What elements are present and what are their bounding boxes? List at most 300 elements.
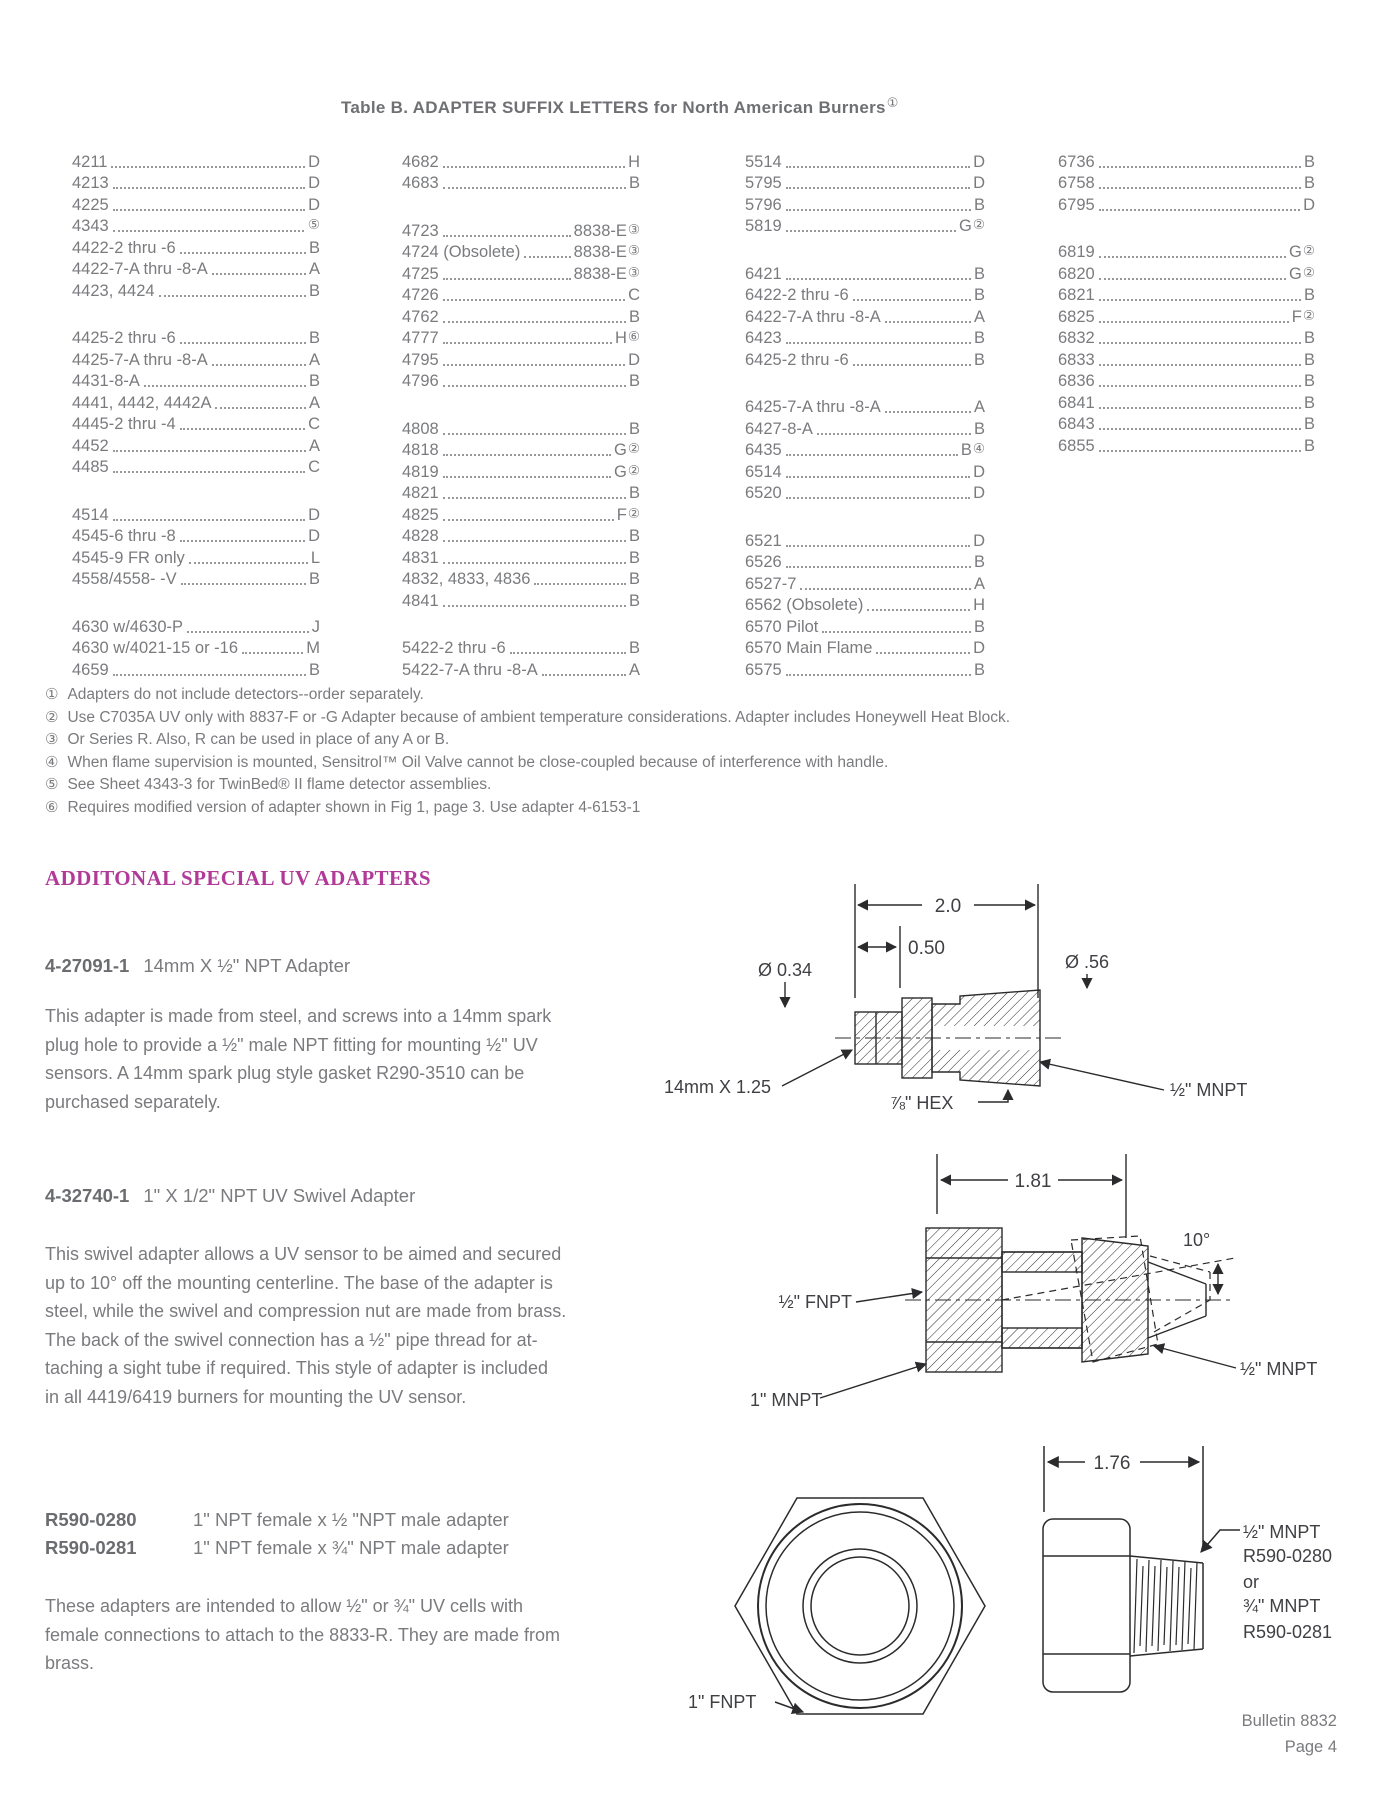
row-leader [180,428,305,430]
row-footnote-marker: ② [1302,307,1315,323]
d3-callout-line: ½" MNPT [1243,1522,1321,1542]
row-suffix: B [628,174,640,192]
row-suffix: D [308,152,320,171]
footnote-marker: ② [45,708,59,726]
row-suffix: B [973,286,985,304]
row-suffix: B [1303,350,1315,369]
table-row [745,193,985,215]
table-row [1058,348,1315,370]
row-model: 6570 Pilot [745,617,819,636]
footnotes-list [45,686,1225,822]
row-footnote-marker: ② [1302,243,1315,258]
row-suffix: 8838-E [573,221,627,240]
row-leader [1099,166,1301,168]
table-row [745,658,985,680]
table-row [402,439,640,461]
table-row [72,568,320,590]
row-leader [189,562,308,564]
row-model: 4423, 4424 [72,281,155,300]
row-model: 6819 [1058,243,1095,261]
row-suffix: B [973,350,985,369]
row-model: 4725 [402,264,439,283]
table-row [745,615,985,637]
row-suffix: A [628,660,640,679]
row-suffix: B [973,617,985,636]
row-model: 4726 [402,286,439,304]
row-suffix: B [628,307,640,326]
row-suffix: B [973,660,985,679]
table-row [745,215,985,237]
row-suffix: D [973,484,985,502]
row-suffix: B [628,419,640,438]
part-title: 1" X 1/2" NPT UV Swivel Adapter [143,1185,416,1206]
table-row [402,482,640,504]
table-row [402,658,640,680]
row-leader [867,609,970,611]
paragraph-line: This swivel adapter allows a UV sensor to be aimed and secured [45,1244,562,1264]
table-row [402,219,640,241]
row-suffix: B [628,591,640,610]
row-model: 4211 [72,152,108,171]
row-leader [443,385,626,387]
row-suffix: A [308,260,320,278]
table-row [72,413,320,435]
table-group [72,503,320,589]
table-row [745,305,985,327]
row-suffix: D [308,527,320,545]
row-leader [443,562,626,564]
d2-mnpt-large-label: 1" MNPT [750,1390,823,1410]
part-line-1 [45,955,350,977]
row-leader [443,235,571,237]
table-row [402,327,640,349]
row-model: 4825 [402,505,439,524]
table-group [72,327,320,478]
row-suffix: B [973,329,985,347]
table-row [402,150,640,172]
table-row [745,637,985,659]
row-suffix: B [308,329,320,347]
row-suffix: B [973,419,985,438]
table-row [402,503,640,525]
row-model: 6736 [1058,152,1095,171]
table-group [402,150,640,193]
table-row [745,348,985,370]
table-row [745,150,985,172]
table-row [745,529,985,551]
row-suffix: M [306,639,320,657]
row-model: 5795 [745,174,782,192]
d1-right-diameter-label: Ø .56 [1064,952,1110,972]
row-suffix: B [960,441,972,459]
table-row [72,150,320,172]
table-row [745,327,985,349]
table-group [72,150,320,301]
row-leader [885,321,971,323]
row-model: 5819 [745,217,782,235]
table-row [402,589,640,611]
row-footnote-marker: ③ [627,221,640,237]
row-suffix: C [628,286,640,304]
table-row [1058,305,1315,327]
row-suffix: B [628,484,640,502]
paragraph-line: plug hole to provide a ½" male NPT fitting for mounting ½" UV [45,1034,538,1055]
row-model: 4762 [402,307,439,326]
row-model: 4545-6 thru -8 [72,527,176,545]
table-row [745,172,985,194]
table-group [1058,241,1315,456]
row-footnote-marker: ② [627,505,640,521]
row-model: 4808 [402,419,439,438]
footnote [45,776,1225,799]
row-suffix: A [973,398,985,416]
part-desc: 1" NPT female x ½ "NPT male adapter [193,1509,509,1530]
d2-mnpt-small-label: ½" MNPT [1240,1359,1318,1379]
paragraph-line: in all 4419/6419 burners for mounting the UV sensor. [45,1386,467,1407]
d2-fnpt-label: ½" FNPT [778,1292,852,1312]
row-suffix: B [1303,415,1315,433]
row-suffix: D [308,174,320,192]
table-group [402,219,640,391]
row-leader [786,187,970,189]
table-row [72,279,320,301]
paragraph-line: brass. [45,1653,95,1673]
row-footnote-marker: ③ [627,264,640,280]
row-leader [853,364,971,366]
row-model: 6422-7-A thru -8-A [745,307,881,326]
row-suffix: 8838-E [573,264,627,283]
footnote-marker: ③ [45,731,59,749]
row-model: 4514 [72,505,109,524]
table-column-4 [1058,150,1315,456]
table-title-text: Table B. ADAPTER SUFFIX LETTERS for North American Burners [341,98,886,117]
row-model: 4225 [72,195,109,214]
row-leader [786,278,971,280]
table-row [745,460,985,482]
row-model: 5514 [745,152,782,171]
row-model: 4683 [402,174,439,192]
table-row [1058,284,1315,306]
row-suffix: D [308,195,320,214]
d1-left-diameter-label: Ø 0.34 [757,960,813,980]
row-leader [180,252,306,254]
footer-bulletin: Bulletin 8832 [1241,1712,1337,1730]
row-model: 4431-8-A [72,372,140,390]
row-leader [113,471,305,473]
footnote-text: Or Series R. Also, R can be used in place of any A or B. [67,731,450,749]
row-suffix: H [628,152,640,171]
table-row [72,546,320,568]
table-row [72,391,320,413]
row-model: 4343 [72,217,109,235]
table-title-footnote-marker: ① [886,95,899,110]
row-model: 4819 [402,462,439,481]
footnote-text: Requires modified version of adapter shown in Fig 1, page 3. Use adapter 4-6153-1 [67,798,641,816]
row-suffix: A [308,436,320,455]
row-leader [443,342,612,344]
row-model: 4445-2 thru -4 [72,415,176,433]
table-row [402,370,640,392]
row-suffix: B [973,553,985,571]
row-footnote-marker: ② [627,441,640,456]
row-leader [786,566,971,568]
part-line-4 [45,1534,509,1562]
d1-hex-label: ⅞" HEX [890,1093,954,1113]
row-leader [180,342,306,344]
row-suffix: F [1291,307,1302,326]
table-title [341,95,899,118]
row-leader [786,545,970,547]
row-footnote-marker: ④ [972,441,985,456]
part-line-3 [45,1506,509,1534]
table-group [745,150,985,236]
table-column-2 [402,150,640,680]
row-suffix: D [308,505,320,524]
table-group [745,262,985,370]
row-suffix: C [308,458,320,476]
table-row [745,594,985,616]
row-model: 4831 [402,548,439,567]
row-suffix: B [308,372,320,390]
row-footnote-marker: ② [1302,264,1315,280]
footnote-marker: ⑤ [45,776,59,794]
row-model: 4828 [402,527,439,545]
row-model: 6820 [1058,264,1095,283]
row-model: 4821 [402,484,439,502]
row-suffix: G [614,441,627,459]
table-row [72,215,320,237]
paragraph-line: female connections to attach to the 8833-R. They are made from [45,1624,560,1645]
row-model: 4841 [402,591,439,610]
row-leader [1099,342,1301,344]
row-model: 6855 [1058,436,1095,455]
row-suffix: D [973,462,985,481]
row-leader [786,476,970,478]
row-leader [786,342,971,344]
row-leader [159,295,306,297]
row-suffix: J [311,617,320,636]
row-leader [187,631,309,633]
table-group [745,529,985,680]
table-group [72,615,320,680]
table-row [1058,370,1315,392]
page-footer [1242,1708,1337,1760]
part-title: 14mm X ½" NPT Adapter [143,955,351,976]
part-desc: 1" NPT female x ¾" NPT male adapter [193,1537,509,1558]
table-group [745,396,985,504]
row-leader [443,497,626,499]
table-row [745,284,985,306]
row-model: 4425-2 thru -6 [72,329,176,347]
table-row [1058,413,1315,435]
row-footnote-marker: ⑥ [627,329,640,344]
row-leader [1099,407,1301,409]
footnote [45,731,1225,754]
footnote-marker: ① [45,686,59,703]
row-model: 6832 [1058,329,1095,347]
row-leader [534,583,626,585]
row-leader [524,256,570,258]
row-suffix: B [1303,393,1315,412]
row-footnote-marker: ⑤ [307,217,320,232]
row-suffix: B [308,238,320,257]
row-model: 6575 [745,660,782,679]
row-suffix: D [628,350,640,369]
row-leader [443,299,625,301]
d1-spark-plug-label: 14mm X 1.25 [664,1077,772,1097]
row-leader [113,187,305,189]
footnote-marker: ⑥ [45,798,59,816]
row-model: 4795 [402,350,439,369]
row-leader [786,230,956,232]
row-leader [1099,278,1286,280]
row-suffix: B [1303,372,1315,390]
row-suffix: A [308,350,320,369]
row-suffix: B [628,372,640,390]
table-row [72,525,320,547]
row-footnote-marker: ② [627,462,640,478]
row-model: 4659 [72,660,109,679]
row-model: 4832, 4833, 4836 [402,570,531,588]
row-leader [111,166,305,168]
table-row [1058,262,1315,284]
table-row [402,568,640,590]
row-leader [1099,321,1289,323]
paragraph-line: sensors. A 14mm spark plug style gasket R290-3510 can be [45,1063,525,1083]
table-row [402,525,640,547]
footnote-text: Use C7035A UV only with 8837-F or -G Adapter because of ambient temperature considerations. Adapter includes Honeywell Heat Block. [67,708,1011,726]
footnote [45,686,1225,709]
table-row [72,258,320,280]
table-row [72,193,320,215]
d3-callout-line: R590-0280 [1243,1546,1333,1566]
table-row [1058,391,1315,413]
table-row [1058,172,1315,194]
d3-callout-line: ¾" MNPT [1243,1596,1321,1616]
table-row [72,503,320,525]
row-leader [1099,450,1301,452]
footnote-text: When flame supervision is mounted, Sensitrol™ Oil Valve cannot be close-coupled because of interference with handle. [67,753,889,771]
footnote-marker: ④ [45,753,59,771]
table-row [1058,193,1315,215]
row-leader [443,540,626,542]
paragraph-2 [45,1240,566,1411]
part-number: 4-27091-1 [45,955,130,976]
diagram-14mm-adapter [600,880,1280,1130]
paragraph-line: up to 10° off the mounting centerline. The base of the adapter is [45,1272,553,1293]
row-leader [443,476,611,478]
row-suffix: B [1303,152,1315,171]
footnote [45,709,1225,732]
table-row [402,417,640,439]
table-row [72,658,320,680]
row-leader [786,209,971,211]
row-model: 6422-2 thru -6 [745,286,849,304]
row-suffix: D [1303,195,1315,214]
row-suffix: B [308,660,320,679]
part-number: R590-0280 [45,1509,137,1530]
row-suffix: B [628,639,640,657]
row-leader [212,273,306,275]
footnote [45,754,1225,777]
row-suffix: H [973,596,985,614]
table-column-3 [745,150,985,680]
row-leader [853,299,971,301]
row-model: 4630 w/4630-P [72,617,183,636]
row-model: 4682 [402,152,439,171]
row-leader [443,364,625,366]
paragraph-line: steel, while the swivel and compression nut are made from brass. [45,1301,567,1321]
row-leader [443,187,626,189]
row-model: 4796 [402,372,439,390]
row-model: 6841 [1058,393,1095,412]
row-model: 6435 [745,441,782,459]
d2-angle-label: 10° [1183,1230,1211,1250]
row-suffix: B [628,548,640,567]
row-leader [113,450,306,452]
row-leader [786,497,970,499]
table-row [402,262,640,284]
row-suffix: B [973,195,985,214]
table-row [402,172,640,194]
row-suffix: D [973,152,985,171]
row-model: 4452 [72,436,109,455]
table-row [402,305,640,327]
table-row [745,262,985,284]
row-model: 6427-8-A [745,419,813,438]
row-leader [786,166,970,168]
row-leader [1099,364,1301,366]
d3-callout-line: or [1243,1572,1260,1592]
row-suffix: D [973,639,985,657]
row-suffix: B [1303,329,1315,347]
row-suffix: G [959,217,972,235]
row-suffix: B [308,281,320,300]
row-model: 4213 [72,174,109,192]
row-leader [113,230,304,232]
table-row [72,370,320,392]
row-leader [443,321,626,323]
row-leader [1099,299,1301,301]
d1-length-dim-label: 2.0 [934,896,962,917]
table-group [402,637,640,680]
row-model: 6795 [1058,195,1095,214]
row-suffix: G [1289,243,1302,261]
row-model: 6570 Main Flame [745,639,873,657]
table-row [402,637,640,659]
row-suffix: A [308,393,320,412]
row-model: 4723 [402,221,439,240]
row-leader [215,407,306,409]
row-model: 5422-7-A thru -8-A [402,660,538,679]
d3-callout-line: R590-0281 [1243,1622,1333,1642]
row-leader [510,652,626,654]
row-model: 6821 [1058,286,1095,304]
row-model: 4422-2 thru -6 [72,238,176,257]
row-leader [1099,209,1300,211]
paragraph-line: This adapter is made from steel, and screws into a 14mm spark [45,1006,552,1026]
section-heading: ADDITONAL SPECIAL UV ADAPTERS [45,866,432,890]
row-model: 4425-7-A thru -8-A [72,350,208,369]
row-model: 4558/4558- -V [72,570,177,588]
row-model: 6843 [1058,415,1095,433]
row-suffix: B [1303,436,1315,455]
d1-mnpt-label: ½" MNPT [1170,1080,1248,1100]
row-model: 6836 [1058,372,1095,390]
row-model: 4818 [402,441,439,459]
row-leader [212,364,306,366]
row-leader [443,278,571,280]
